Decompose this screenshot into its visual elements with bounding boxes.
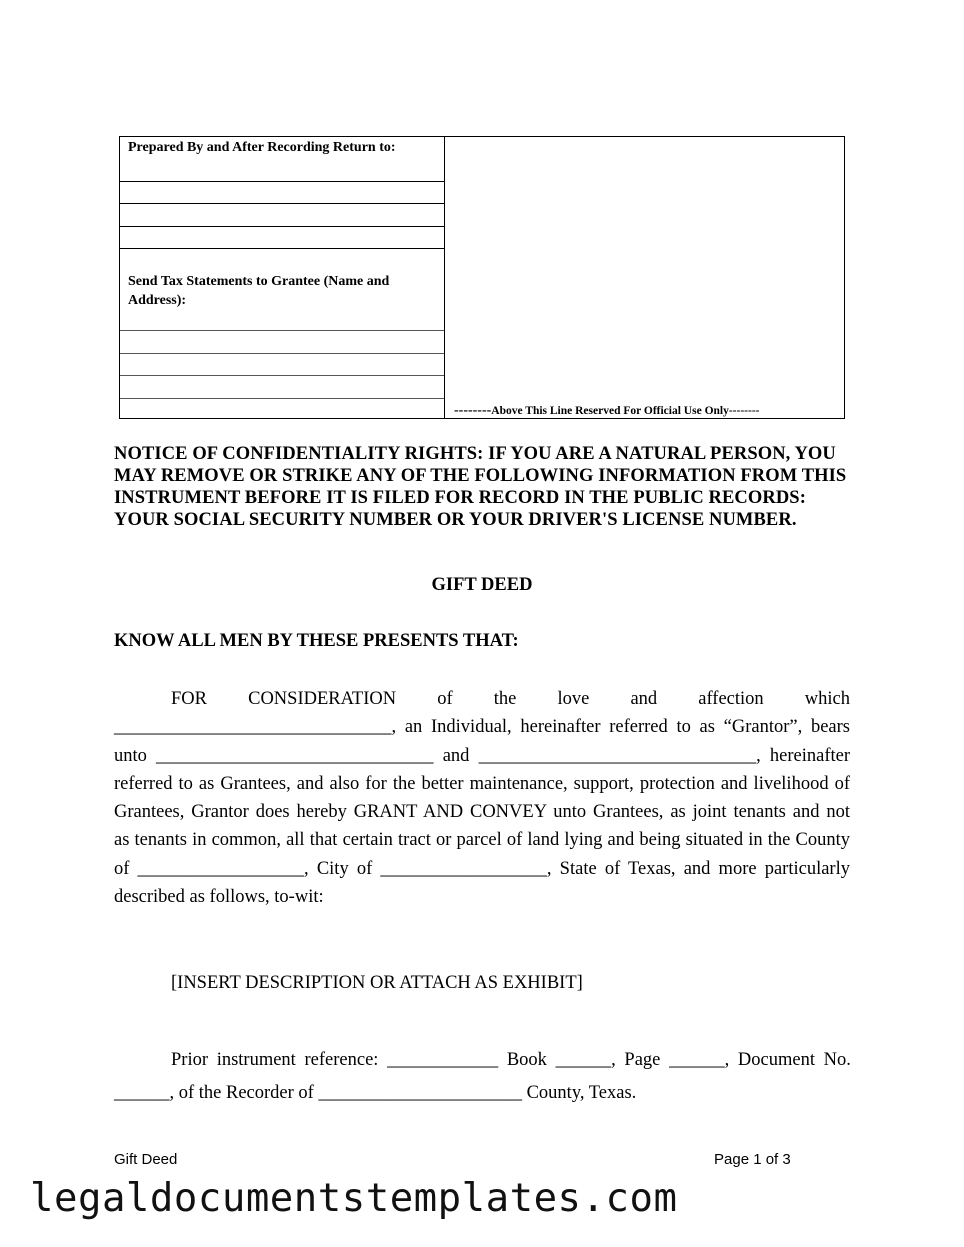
grantee-line-4[interactable] — [120, 398, 444, 399]
document-title: GIFT DEED — [431, 575, 533, 595]
prior-word: Document — [737, 1050, 815, 1070]
body-word: love — [557, 689, 590, 709]
body-line-4: referred to as Grantees, and also for the better maintenance, support, protection and livelihood of — [114, 773, 850, 794]
body-line-1 — [114, 685, 850, 713]
prior-reference-blank[interactable]: ____________ — [387, 1050, 499, 1070]
prior-instrument-line-2[interactable]: ______, of the Recorder of ______________________ County, Texas. — [114, 1083, 637, 1103]
know-all-heading: KNOW ALL MEN BY THESE PRESENTS THAT: — [114, 631, 519, 651]
recording-box — [119, 136, 845, 419]
body-word: of — [437, 689, 453, 709]
page-blank[interactable]: ______, — [669, 1050, 730, 1070]
site-watermark: legaldocumentstemplates.com — [30, 1176, 678, 1221]
footer-document-name: Gift Deed — [114, 1151, 178, 1168]
grantees-names-line[interactable]: unto ______________________________ and ______________________________, hereinafter — [114, 745, 850, 766]
body-line-8: described as follows, to-wit: — [114, 887, 324, 908]
prior-word: reference: — [304, 1050, 379, 1070]
confidentiality-notice: NOTICE OF CONFIDENTIALITY RIGHTS: IF YOU ARE A NATURAL PERSON, YOU MAY REMOVE OR STRIKE ANY OF THE FOLLOWING INFORMATION FROM THIS INSTRUMENT BEFORE IT IS FILED FOR RECORD IN THE PUBLIC RECORDS: YOUR SOCIAL SECURITY NUMBER OR YOUR DRIVER'S LICENSE NUMBER. — [114, 444, 847, 530]
footer-page-number: Page 1 of 3 — [714, 1151, 791, 1168]
consideration-paragraph — [114, 685, 850, 911]
recording-box-left-column — [120, 137, 445, 418]
prior-word: instrument — [216, 1050, 296, 1070]
body-word: affection — [698, 689, 764, 709]
official-use-note — [454, 403, 760, 419]
return-to-line-2[interactable] — [120, 203, 444, 204]
insert-description-placeholder[interactable]: [INSERT DESCRIPTION OR ATTACH AS EXHIBIT] — [171, 973, 583, 993]
prior-word: No. — [823, 1050, 851, 1070]
grantee-line-3[interactable] — [120, 375, 444, 376]
body-line-5: Grantees, Grantor does hereby GRANT AND CONVEY unto Grantees, as joint tenants and not — [114, 802, 850, 823]
body-line-6: as tenants in common, all that certain tract or parcel of land lying and being situated in the County — [114, 830, 850, 851]
return-to-line-1[interactable] — [120, 181, 444, 182]
prior-word: Page — [624, 1050, 661, 1070]
return-to-line-4[interactable] — [120, 248, 444, 249]
grantee-line-1[interactable] — [120, 330, 444, 331]
tax-statements-label: Send Tax Statements to Grantee (Name and Address): — [128, 274, 390, 308]
county-city-line[interactable]: of __________________, City of __________________, State of Texas, and more particularly — [114, 858, 850, 879]
grantor-name-line[interactable]: ______________________________, an Individual, hereinafter referred to as “Grantor”, bears — [114, 717, 850, 738]
prior-word: Prior — [171, 1050, 208, 1070]
body-word: the — [493, 689, 517, 709]
grantee-line-2[interactable] — [120, 353, 444, 354]
prepared-by-label: Prepared By and After Recording Return to: — [128, 140, 396, 155]
prior-word: Book — [506, 1050, 547, 1070]
official-use-dashes: -------- — [454, 403, 492, 418]
body-word: CONSIDERATION — [248, 689, 397, 709]
body-word: FOR — [171, 689, 207, 709]
official-use-label: Above This Line Reserved For Official Use Only-------- — [491, 405, 760, 417]
book-blank[interactable]: ______, — [555, 1050, 616, 1070]
prior-instrument-line-1[interactable] — [171, 1050, 851, 1071]
body-word: and — [630, 689, 658, 709]
body-word: which — [804, 689, 850, 709]
return-to-line-3[interactable] — [120, 226, 444, 227]
